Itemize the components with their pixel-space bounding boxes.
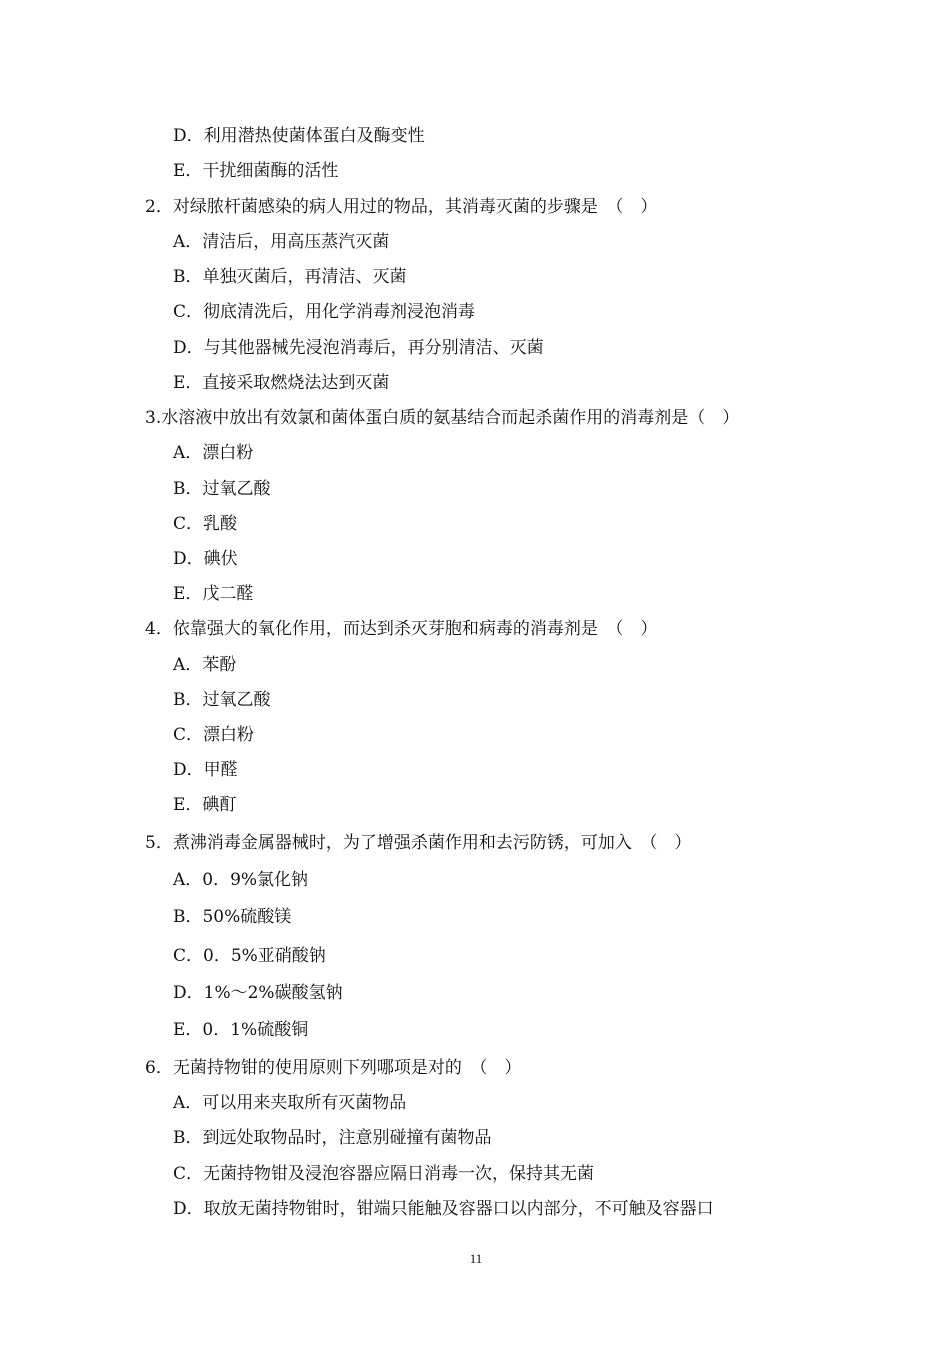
q6-option-b: B．到远处取物品时，注意别碰撞有菌物品 — [173, 1128, 492, 1148]
q4-option-a: A．苯酚 — [173, 655, 237, 675]
q3-option-a: A．漂白粉 — [173, 443, 254, 463]
question-4: 4．依靠强大的氧化作用，而达到杀灭芽胞和病毒的消毒剂是 （ ） — [145, 619, 658, 639]
q5-option-d: D．1%～2%碳酸氢钠 — [173, 983, 343, 1003]
q1-option-d: D．利用潜热使菌体蛋白及酶变性 — [173, 126, 425, 146]
q4-option-c: C．漂白粉 — [173, 725, 255, 745]
q6-option-c: C．无菌持物钳及浸泡容器应隔日消毒一次，保持其无菌 — [173, 1164, 595, 1184]
q3-option-b: B．过氧乙酸 — [173, 479, 271, 499]
question-6: 6．无菌持物钳的使用原则下列哪项是对的 （ ） — [145, 1058, 522, 1078]
q2-option-a: A．清洁后，用高压蒸汽灭菌 — [173, 232, 390, 252]
q4-option-e: E．碘酊 — [173, 795, 237, 815]
q1-option-e: E．干扰细菌酶的活性 — [173, 161, 339, 181]
question-5: 5．煮沸消毒金属器械时，为了增强杀菌作用和去污防锈，可加入 （ ） — [145, 833, 692, 853]
question-2: 2．对绿脓杆菌感染的病人用过的物品，其消毒灭菌的步骤是 （ ） — [145, 197, 658, 217]
q2-option-b: B．单独灭菌后，再清洁、灭菌 — [173, 267, 407, 287]
q3-option-e: E．戊二醛 — [173, 584, 254, 604]
q2-option-d: D．与其他器械先浸泡消毒后，再分别清洁、灭菌 — [173, 338, 544, 358]
q4-option-b: B．过氧乙酸 — [173, 690, 271, 710]
q6-option-a: A．可以用来夹取所有灭菌物品 — [173, 1093, 407, 1113]
q5-option-a: A．0．9%氯化钠 — [173, 870, 309, 890]
q3-option-d: D．碘伏 — [173, 549, 238, 569]
q5-option-c: C．0．5%亚硝酸钠 — [173, 946, 326, 966]
q6-option-d: D．取放无菌持物钳时，钳端只能触及容器口以内部分，不可触及容器口 — [173, 1199, 714, 1219]
q4-option-d: D．甲醛 — [173, 760, 238, 780]
q3-option-c: C．乳酸 — [173, 514, 238, 534]
page-number: 11 — [469, 1251, 483, 1266]
q5-option-e: E．0．1%硫酸铜 — [173, 1020, 309, 1040]
q2-option-e: E．直接采取燃烧法达到灭菌 — [173, 373, 390, 393]
q2-option-c: C．彻底清洗后，用化学消毒剂浸泡消毒 — [173, 302, 476, 322]
question-3: 3.水溶液中放出有效氯和菌体蛋白质的氨基结合而起杀菌作用的消毒剂是（ ） — [145, 408, 740, 428]
q5-option-b: B．50%硫酸镁 — [173, 907, 292, 927]
